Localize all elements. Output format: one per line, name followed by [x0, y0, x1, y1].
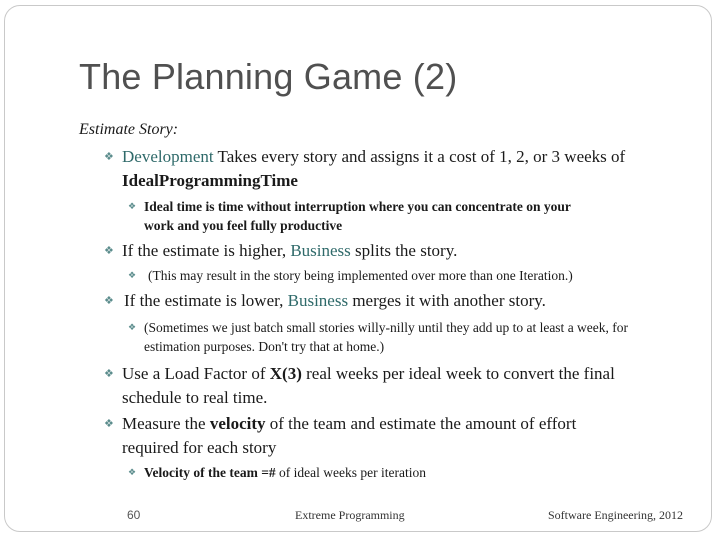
- bullet-text-line2: IdealProgrammingTime: [122, 171, 298, 190]
- subbullet-text: (Sometimes we just batch small stories willy-nilly until they add up to at least a week, for: [144, 320, 629, 335]
- bullet-text-line2: required for each story: [122, 438, 277, 457]
- term-development: Development: [122, 147, 214, 166]
- subbullet-iteration: [128, 266, 668, 285]
- subbullet-text: (This may result in the story being implemented over more than one Iteration.): [148, 268, 573, 283]
- slide-title: The Planning Game (2): [79, 56, 458, 97]
- bullet-text: Use a Load Factor of: [122, 364, 270, 383]
- subbullet-text-line2: estimation purposes. Don't try that at home.): [144, 339, 385, 354]
- page-number: 60: [127, 508, 141, 522]
- term-velocity: velocity: [209, 414, 266, 433]
- subbullet-bold-text: Velocity of the team =#: [144, 465, 276, 480]
- bullet-diamond-icon: ❖: [128, 467, 137, 477]
- bullet-diamond-icon: ❖: [104, 151, 114, 163]
- bullet-diamond-icon: ❖: [104, 295, 114, 307]
- bullet-text-post: of the team and estimate the amount of effort: [265, 414, 577, 433]
- bullet-diamond-icon: ❖: [128, 270, 137, 280]
- bullet-diamond-icon: ❖: [128, 201, 137, 211]
- bullet-estimate-higher: [104, 239, 684, 263]
- bullet-text-post: merges it with another story.: [348, 291, 546, 310]
- bullet-diamond-icon: ❖: [104, 368, 114, 380]
- footer-center: Extreme Programming: [295, 508, 405, 522]
- term-load-factor: X(3): [269, 364, 302, 383]
- subbullet-text: Ideal time is time without interruption where you can concentrate on your: [144, 199, 571, 214]
- bullet-development: [104, 145, 684, 193]
- subbullet-batch-stories: [128, 318, 688, 356]
- footer-right: Software Engineering, 2012: [548, 508, 683, 522]
- bullet-text: Takes every story and assigns it a cost of 1, 2, or 3 weeks of: [213, 147, 626, 166]
- subbullet-velocity-team: [128, 463, 668, 482]
- term-business: Business: [290, 241, 351, 260]
- bullet-velocity: [104, 412, 684, 460]
- term-business: Business: [287, 291, 349, 310]
- subbullet-text: of ideal weeks per iteration: [275, 465, 426, 480]
- bullet-text: If the estimate is higher,: [122, 241, 291, 260]
- bullet-text: If the estimate is lower,: [124, 291, 288, 310]
- bullet-text-post: real weeks per ideal week to convert the final: [301, 364, 615, 383]
- bullet-load-factor: [104, 362, 684, 410]
- bullet-diamond-icon: ❖: [104, 418, 114, 430]
- bullet-diamond-icon: ❖: [104, 245, 114, 257]
- slide-subtitle: Estimate Story:: [79, 121, 179, 138]
- subbullet-ideal-time: [128, 197, 668, 235]
- subbullet-text-line2: work and you feel fully productive: [144, 218, 343, 233]
- bullet-diamond-icon: ❖: [128, 322, 137, 332]
- bullet-text: Measure the: [122, 414, 210, 433]
- bullet-text-post: splits the story.: [350, 241, 458, 260]
- bullet-estimate-lower: [104, 289, 684, 313]
- bullet-text-line2: schedule to real time.: [122, 388, 268, 407]
